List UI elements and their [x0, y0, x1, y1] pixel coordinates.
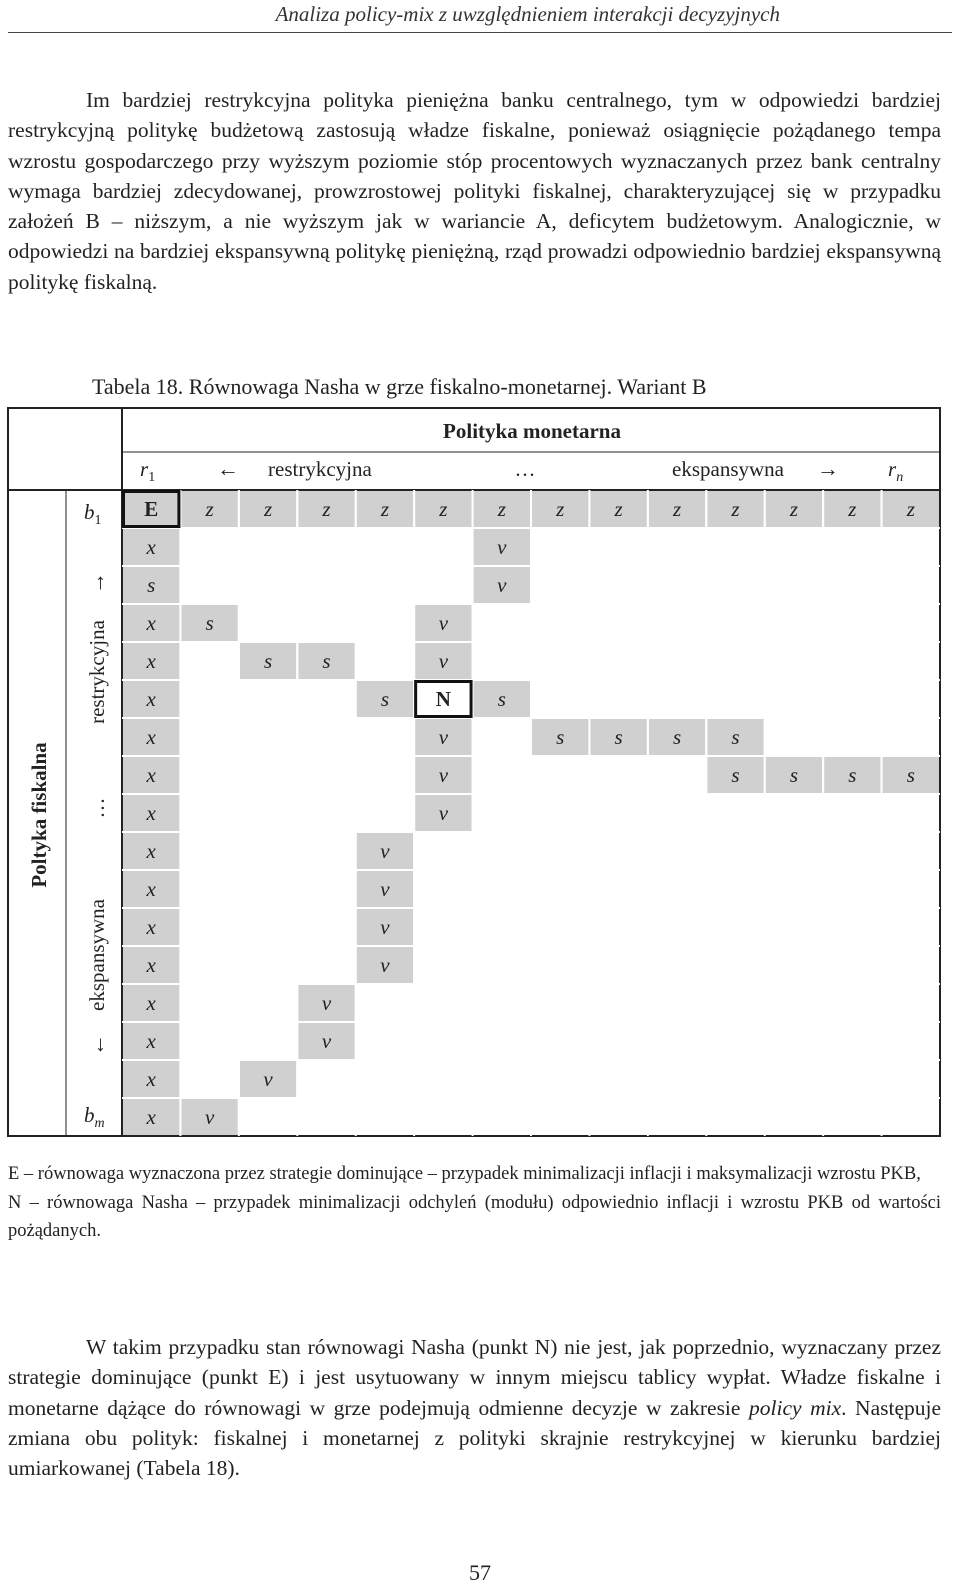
table-cell-value: x	[146, 1029, 156, 1053]
table-notes	[8, 1160, 941, 1246]
col-right-arrow: →	[817, 456, 839, 481]
col-right-label: ekspansywna	[672, 457, 784, 481]
table-cell-value: v	[438, 649, 449, 673]
table-cell-value: s	[556, 725, 565, 749]
table-cell-value: v	[321, 991, 332, 1015]
table-cell-value: v	[321, 1029, 332, 1053]
table-cell-value: z	[848, 497, 857, 521]
paragraph-2-text-b: . Następuje zmiana obu polityk: fiskalnej i monetarnej z polityki skrajnie restrykcyjnej w kierunku bardziej umiarkowanej (Tabela 18).	[8, 1395, 942, 1481]
note-e: E – równowaga wyznaczona przez strategie dominujące – przypadek minimalizacji inflacji i maksymalizacji wzrostu PKB,	[8, 1164, 921, 1184]
table-cell-value: x	[146, 1105, 156, 1129]
row-axis-end: $b_m$	[84, 1103, 105, 1131]
table-cell-value: s	[614, 725, 623, 749]
table-cell-value: z	[672, 497, 682, 521]
table-cell-value: z	[556, 497, 565, 521]
table-cell-value: s	[205, 611, 214, 635]
table-cell-value: z	[205, 497, 214, 521]
table-cell-value: v	[497, 535, 507, 559]
table-cell-value: v	[380, 877, 390, 901]
table-cell-value: z	[322, 497, 331, 521]
table-cell-value: x	[146, 839, 156, 863]
table-cell-value: x	[146, 991, 156, 1015]
table-cell-value: z	[906, 497, 915, 521]
table-cell-value: s	[263, 649, 273, 673]
table-cell-value: v	[380, 839, 390, 863]
table-cell-value: s	[906, 763, 915, 787]
page-number: 57	[469, 1560, 491, 1585]
col-left-arrow: ←	[217, 456, 239, 481]
col-axis-end: $r_n$	[888, 457, 904, 485]
table-cell-value: z	[263, 497, 273, 521]
table-cell-value: z	[380, 497, 390, 521]
row-lower-label: ekspansywna	[85, 899, 109, 1011]
table-cell-value: v	[204, 1105, 215, 1129]
table-cell-value: x	[146, 725, 156, 749]
table-cell-value: x	[146, 801, 156, 825]
col-axis-ellipsis: …	[514, 457, 536, 481]
table-cell-value: s	[147, 573, 156, 597]
table-cell-value: z	[614, 497, 623, 521]
table-cell-value: v	[438, 801, 449, 825]
table-cell-value: v	[380, 915, 390, 939]
table-cell-value: s	[497, 687, 506, 711]
paragraph-2-italic: policy mix	[749, 1395, 842, 1420]
table-cell-value: s	[731, 725, 740, 749]
row-lower-arrow: ←	[84, 1034, 109, 1056]
table-cell-value: x	[146, 915, 156, 939]
col-header-title: Polityka monetarna	[443, 419, 621, 443]
paragraph-2-text-a: W takim przypadku stan równowagi Nasha (punkt N) nie jest, jak poprzednio, wyznaczany przez strategie dominujące (punkt E) i jest usytuowany w innym miejscu tablicy wypłat. Władze fiskalne i monetarne dążące do równowagi w grze podejmują odmienne decyzje w zakresie	[8, 1335, 941, 1420]
table-caption: Tabela 18. Równowaga Nasha w grze fiskalno-monetarnej. Wariant B	[92, 374, 707, 399]
table-cell-value: v	[497, 573, 507, 597]
table-cell-value: s	[731, 763, 740, 787]
table-cell-value: N	[435, 687, 451, 711]
note-n: N – równowaga Nasha – przypadek minimalizacji odchyleń (modułu) odpowiednio inflacji i wzrostu PKB od wartości pożądanych.	[8, 1192, 941, 1242]
row-axis-ellipsis: …	[85, 797, 109, 819]
table-cell-value: v	[438, 611, 449, 635]
table-cell-value: s	[848, 763, 857, 787]
table-cell-value: z	[789, 497, 799, 521]
table-cell-value: x	[146, 649, 156, 673]
paragraph-2	[8, 1332, 941, 1483]
table-cell-value: x	[146, 535, 156, 559]
table-cell-value: v	[438, 725, 449, 749]
col-axis-start: $r_1$	[140, 457, 156, 485]
table-cell-value: s	[380, 687, 390, 711]
table-cell-value: v	[263, 1067, 273, 1091]
row-upper-arrow: →	[84, 572, 109, 594]
table-cell-value: x	[146, 1067, 156, 1091]
table-cell-value: x	[146, 953, 156, 977]
table-cell-value: s	[322, 649, 331, 673]
table-cell-value: z	[731, 497, 740, 521]
row-header-title: Poltyka fiskalna	[27, 742, 51, 888]
table-cell-value: x	[146, 611, 156, 635]
table-cell-value: x	[146, 687, 156, 711]
row-upper-label: restrykcyjna	[85, 620, 109, 724]
table-cell-value: z	[497, 497, 506, 521]
table-cell-value: s	[672, 725, 682, 749]
table-cell-value: x	[146, 877, 156, 901]
table-cell-value: v	[438, 763, 449, 787]
table-cell-value: z	[439, 497, 448, 521]
row-axis-start: $b_1$	[84, 500, 102, 528]
paragraph-1-text: Im bardziej restrykcyjna polityka pieniężna banku centralnego, tym w odpowiedzi bardziej restrykcyjną politykę budżetową zastosują władze fiskalne, ponieważ osiągnięcie pożądanego tempa wzrostu gospodarczego przy wyższym poziomie stóp procentowych wyznaczanych przez bank centralny wymaga bardziej zdecydowanej, prowzrostowej polityki fiskalnej, charakteryzującej się w przypadku założeń B – niższym, a nie wyższym jak w wariancie A, deficytem budżetowym. Analogicznie, w odpowiedzi na bardziej ekspansywną politykę pieniężną, rząd prowadzi odpowiednio bardziej ekspansywną politykę fiskalną.	[8, 88, 941, 294]
table-cell-value: s	[789, 763, 799, 787]
running-title: Analiza policy-mix z uwzględnieniem interakcji decyzyjnych	[275, 2, 780, 26]
table-cell-value: v	[380, 953, 390, 977]
table-cell-value: x	[146, 763, 156, 787]
table-cell-value: E	[144, 497, 159, 521]
col-left-label: restrykcyjna	[268, 457, 372, 481]
